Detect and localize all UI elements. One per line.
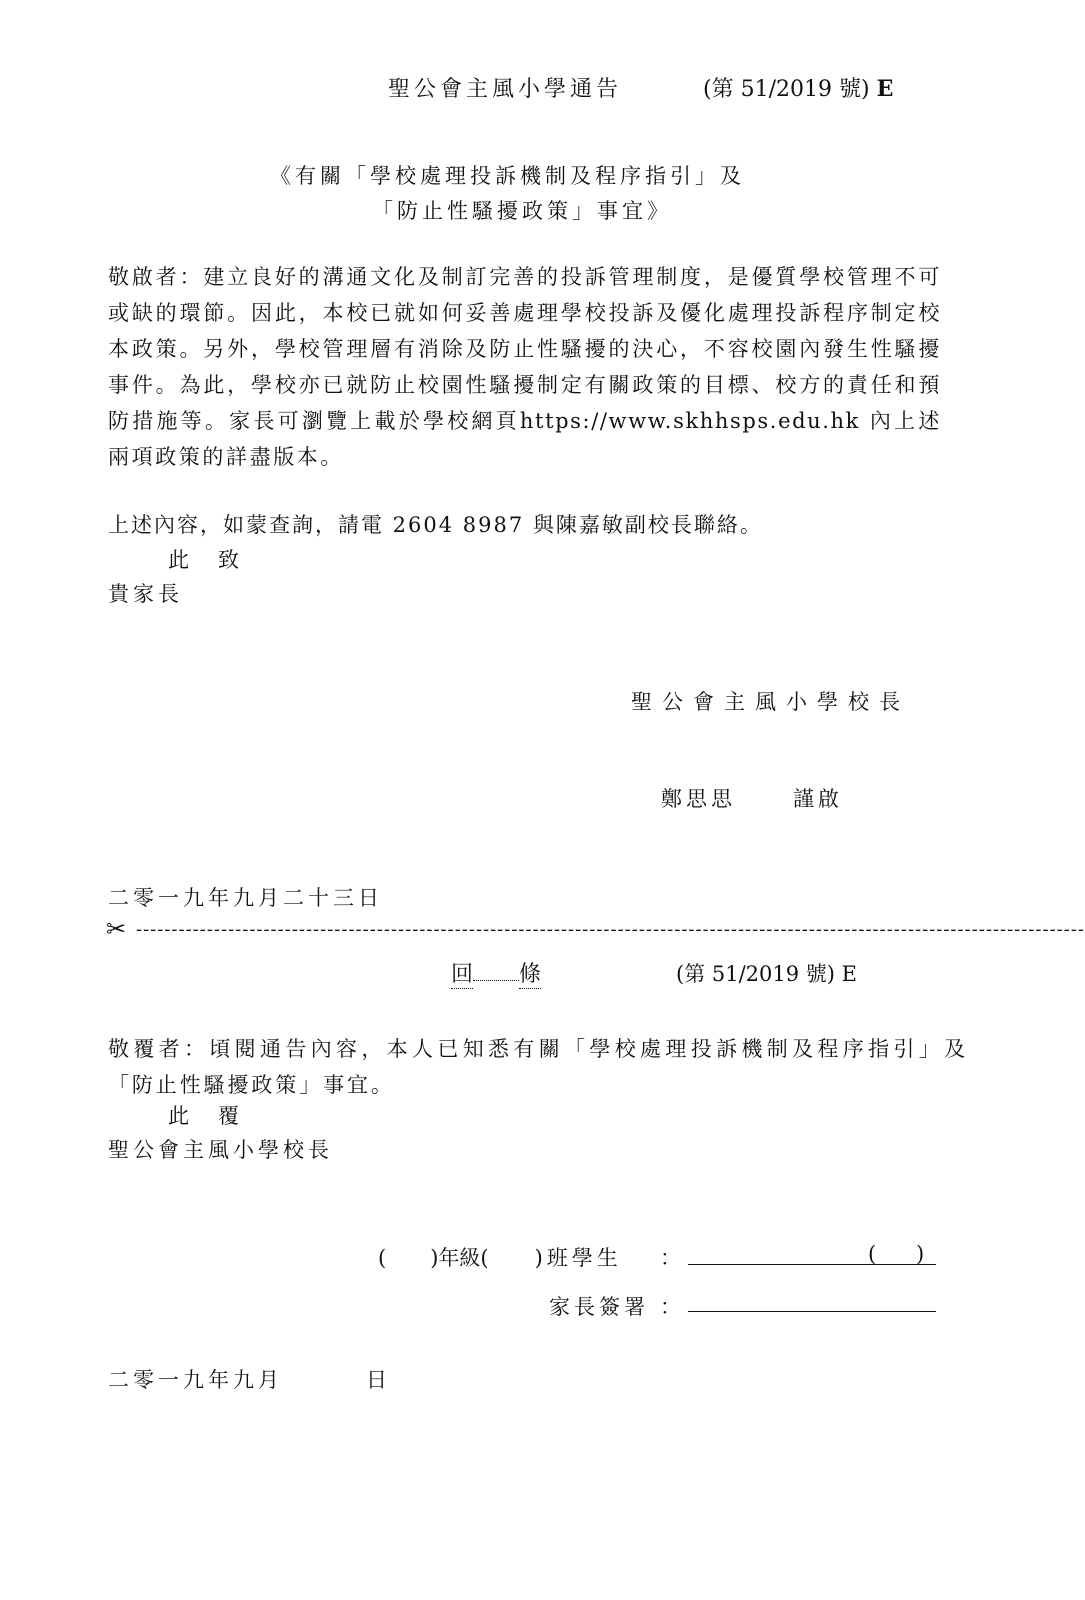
school-website-link[interactable]: https://www.skhhsps.edu.hk <box>519 409 861 433</box>
body-paragraph-2: 上述內容，如蒙查詢，請電 2604 8987 與陳嘉敏副校長聯絡。 <box>108 513 763 537</box>
reply-addressee: 聖公會主風小學校長 <box>108 1138 333 1162</box>
parent-signature-colon: ： <box>660 1295 681 1319</box>
reply-slip-title: 回 條 <box>451 962 542 987</box>
reply-date-suffix: 日 <box>366 1368 387 1392</box>
title-line-1: 《有關「學校處理投訴機制及程序指引」及 <box>270 164 745 188</box>
title-line-2: 「防止性騷擾政策」事宜》 <box>372 199 672 223</box>
reply-date-prefix: 二零一九年九月 <box>108 1368 283 1392</box>
notice-heading <box>388 72 622 103</box>
student-name-field[interactable]: ( ) <box>688 1246 936 1266</box>
reply-paragraph: 敬覆者：頃閱通告內容，本人已知悉有關「學校處理投訴機制及程序指引」及「防止性騷擾政策」事宜。 <box>108 1037 968 1097</box>
parent-signature-label: 家長簽署 <box>549 1295 649 1319</box>
signature-closing: 謹啟 <box>793 787 843 811</box>
cut-line <box>106 915 1085 945</box>
reply-salutation-close: 此 覆 <box>168 1104 243 1128</box>
signature-name: 鄭思思 <box>661 787 736 811</box>
signature-org: 聖公會主風小學校長 <box>631 690 910 714</box>
lang-code: E <box>876 76 894 102</box>
notice-number: (第 51/2019 號) E <box>703 76 894 102</box>
notice-date: 二零一九年九月二十三日 <box>108 886 383 910</box>
addressee: 貴家長 <box>108 582 183 606</box>
reply-lang-code: E <box>841 962 858 986</box>
body-paragraph-1: 敬啟者：建立良好的溝通文化及制訂完善的投訴管理制度，是優質學校管理不可或缺的環節。因此，本校已就如何妥善處理學校投訴及優化處理投訴程序制定校本政策。另外，學校管理層有消除及防止性騷擾的決心，不容校園內發生性騷擾事件。為此，學校亦已就防止校園性騷擾制定有關政策的目標、校方的責任和預防措施等。家長可瀏覽上載於學校網頁https://www.skhhsps.edu.hk 內上述兩項政策的詳盡版本。 <box>108 265 942 469</box>
scissors-icon: ✂ <box>106 915 127 943</box>
student-class-label: ( )年級( )班學生 <box>378 1246 622 1270</box>
dashed-line: -------------------------------------------------------------------------------------------------------------------------------------- <box>136 919 1085 940</box>
parent-signature-field[interactable] <box>688 1293 936 1313</box>
student-colon: ： <box>660 1246 681 1270</box>
school-notice-title: 聖公會主風小學通告 <box>388 77 623 102</box>
salutation-close: 此 致 <box>168 548 243 572</box>
reply-notice-number: (第 51/2019 號) E <box>676 962 858 986</box>
